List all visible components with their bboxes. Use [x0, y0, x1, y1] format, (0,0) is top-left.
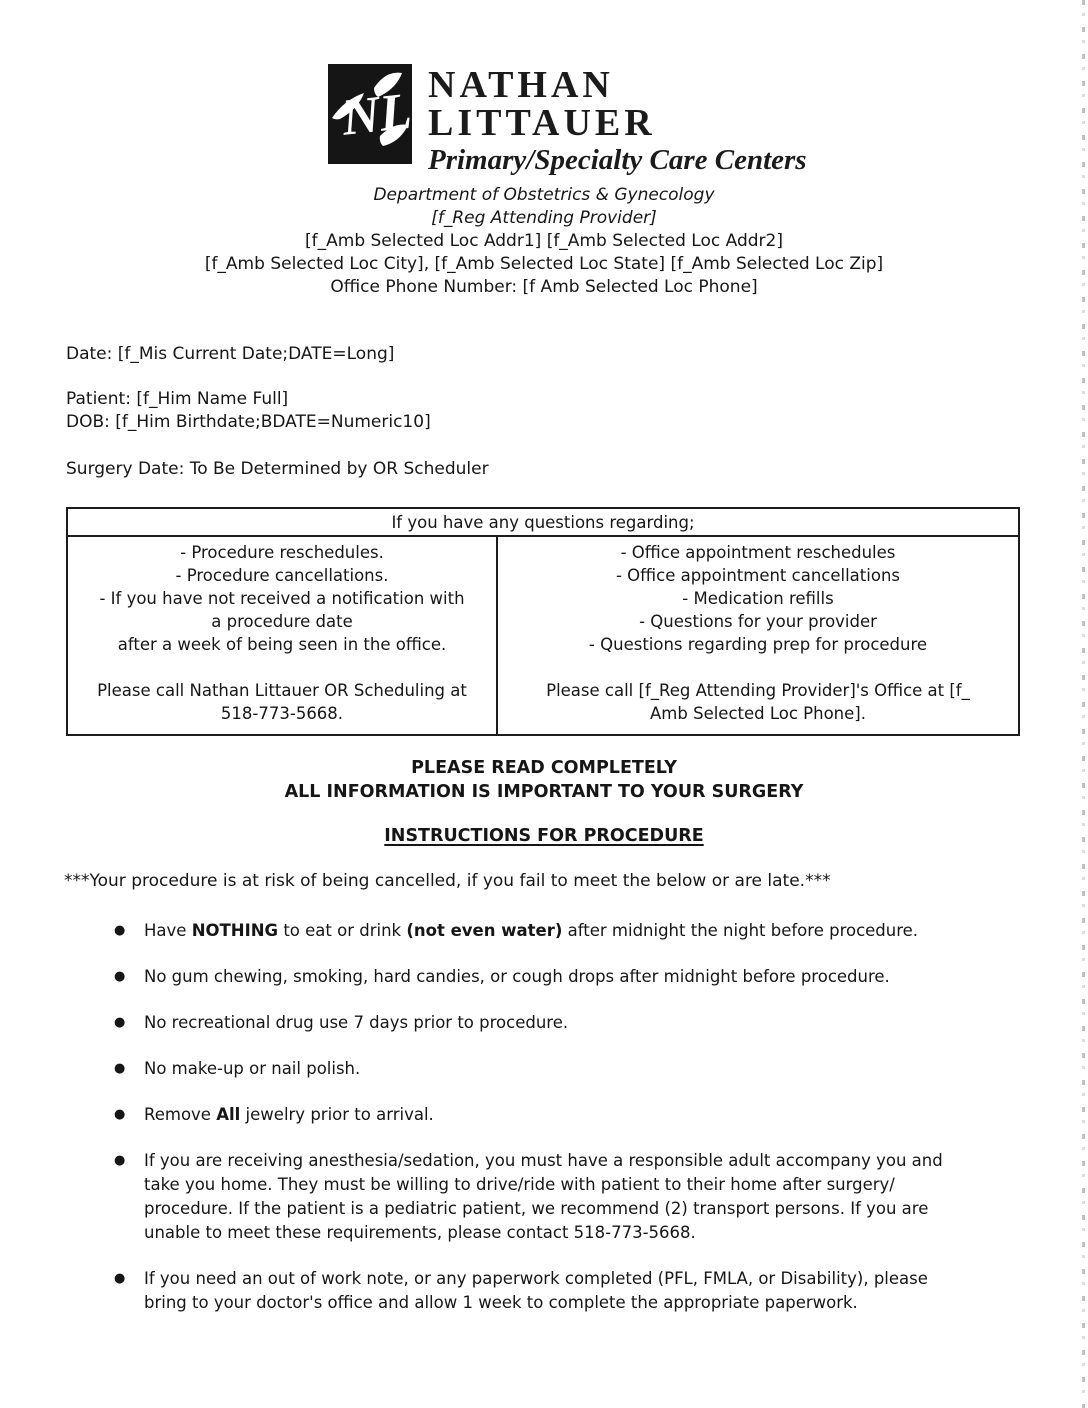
- logo-name-line2: LITTAUER: [428, 102, 656, 144]
- questions-table-left-cell: [68, 537, 498, 734]
- left-cell-line: - Procedure cancellations.: [175, 566, 389, 585]
- svg-text:NL: NL: [339, 82, 412, 147]
- bullet-icon: ●: [114, 1271, 126, 1286]
- bullet-icon: ●: [114, 1153, 126, 1168]
- left-cell-line: - Procedure reschedules.: [180, 543, 384, 562]
- instruction-text: Have NOTHING to eat or drink (not even water) after midnight the night before procedure.: [144, 921, 919, 940]
- right-cell-line: - Office appointment cancellations: [615, 566, 900, 585]
- instruction-item-work-note: [108, 1267, 1088, 1315]
- date-line: Date: [f_Mis Current Date;DATE=Long]: [66, 344, 395, 364]
- bullet-icon: ●: [114, 1107, 126, 1122]
- address-line1: [f_Amb Selected Loc Addr1] [f_Amb Selected Loc Addr2]: [305, 231, 783, 251]
- instruction-item-anesthesia-escort: [108, 1149, 1088, 1245]
- instruction-item-nothing-to-eat: [108, 919, 1088, 943]
- left-cell-line: a procedure date: [211, 612, 353, 631]
- instruction-text: If you need an out of work note, or any paperwork completed (PFL, FMLA, or Disability), please bring to your doctor's office and allow 1 week to complete the appropriate paperwork.: [144, 1269, 928, 1312]
- instruction-list: [0, 919, 1088, 1315]
- address-line2: [f_Amb Selected Loc City], [f_Amb Selected Loc State] [f_Amb Selected Loc Zip]: [204, 254, 884, 274]
- left-cell-line: - If you have not received a notification with: [99, 589, 465, 608]
- cancellation-warning: ***Your procedure is at risk of being cancelled, if you fail to meet the below or are late.***: [64, 871, 831, 891]
- right-cell-footer-line: Amb Selected Loc Phone].: [650, 704, 866, 723]
- instruction-item-remove-jewelry: [108, 1103, 1088, 1127]
- left-cell-footer: [76, 679, 488, 725]
- questions-table-header: If you have any questions regarding;: [68, 509, 1018, 537]
- instruction-text: No make-up or nail polish.: [144, 1059, 361, 1078]
- left-cell-footer-line: 518-773-5668.: [220, 704, 344, 723]
- department-line: Department of Obstetrics & Gynecology: [373, 185, 715, 205]
- logo-name-line1: NATHAN: [428, 64, 614, 106]
- logo-tagline: Primary/Specialty Care Centers: [428, 144, 807, 176]
- read-completely-notice: [0, 756, 1088, 804]
- office-phone-line: Office Phone Number: [f Amb Selected Loc Phone]: [330, 277, 758, 297]
- bullet-icon: ●: [114, 1015, 126, 1030]
- letterhead-address-block: [0, 184, 1088, 299]
- instruction-text: No gum chewing, smoking, hard candies, or cough drops after midnight before procedure.: [144, 967, 890, 986]
- left-cell-footer-line: Please call Nathan Littauer OR Scheduling at: [97, 681, 467, 700]
- instruction-item-no-makeup: [108, 1057, 1088, 1081]
- letterhead-logo-row: [328, 64, 1088, 176]
- nathan-littauer-logo-icon: [328, 64, 412, 164]
- read-completely-line: PLEASE READ COMPLETELY: [411, 758, 677, 778]
- right-cell-line: - Questions for your provider: [639, 612, 877, 631]
- left-cell-line: after a week of being seen in the office.: [117, 635, 447, 654]
- bullet-icon: ●: [114, 1061, 126, 1076]
- right-cell-footer-line: Please call [f_Reg Attending Provider]'s Office at [f_: [546, 681, 970, 700]
- provider-placeholder-line: [f_Reg Attending Provider]: [431, 208, 657, 228]
- right-cell-footer: [506, 679, 1010, 725]
- bullet-icon: ●: [114, 923, 126, 938]
- instruction-text: Remove All jewelry prior to arrival.: [144, 1105, 434, 1124]
- instruction-item-no-gum: [108, 965, 1088, 989]
- instructions-title: INSTRUCTIONS FOR PROCEDURE: [384, 826, 704, 846]
- patient-meta-block: [66, 343, 1088, 481]
- questions-table: [66, 507, 1020, 736]
- instruction-text: If you are receiving anesthesia/sedation, you must have a responsible adult accompany you and take you home. They must be willing to drive/ride with patient to their home after surgery/ procedure. If the patient is a pediatric patient, we recommend (2) transport persons. If you are unable to meet these requirements, please contact 518-773-5668.: [144, 1151, 943, 1242]
- bullet-icon: ●: [114, 969, 126, 984]
- logo-wordmark: [428, 66, 807, 176]
- right-cell-line: - Questions regarding prep for procedure: [588, 635, 928, 654]
- patient-line: Patient: [f_Him Name Full]: [66, 389, 289, 409]
- right-cell-line: - Office appointment reschedules: [620, 543, 896, 562]
- instruction-item-no-drugs: [108, 1011, 1088, 1035]
- right-cell-line: - Medication refills: [682, 589, 834, 608]
- surgery-date-line: Surgery Date: To Be Determined by OR Scheduler: [66, 459, 489, 479]
- all-information-line: ALL INFORMATION IS IMPORTANT TO YOUR SURGERY: [284, 782, 804, 802]
- instruction-text: No recreational drug use 7 days prior to procedure.: [144, 1013, 569, 1032]
- dob-line: DOB: [f_Him Birthdate;BDATE=Numeric10]: [66, 412, 431, 432]
- questions-table-right-cell: [498, 537, 1018, 734]
